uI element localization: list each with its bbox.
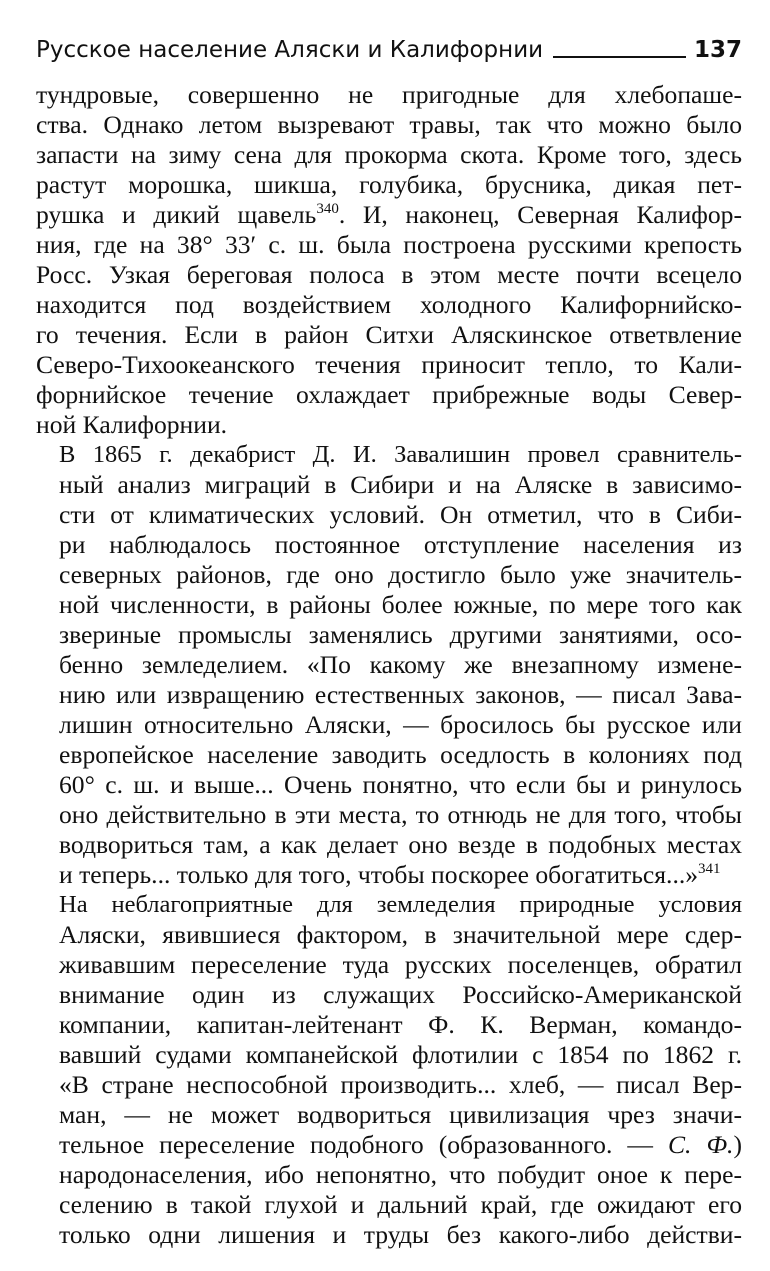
text-segment: ) (733, 1130, 742, 1159)
paragraph-3 (36, 890, 742, 1250)
text-line: внимание один из служащих Российско-Американской (59, 980, 742, 1009)
text-line: го течения. Если в район Ситхи Аляскинское ответвление (36, 320, 742, 349)
footnote-ref-341: 341 (698, 861, 721, 877)
text-segment: рушка и дикий щавель (36, 200, 317, 229)
text-line (36, 200, 742, 230)
text-line: Северо-Тихоокеанского течения приносит тепло, то Кали- (36, 350, 742, 379)
text-line: оно действительно в эти места, то отнюдь не для того, чтобы (59, 800, 742, 829)
page-number: 137 (693, 37, 742, 63)
text-line: народонаселения, ибо непонятно, что побудит оное к пере- (59, 1160, 742, 1189)
text-line: звериные промыслы заменялись другими занятиями, осо- (59, 620, 742, 649)
paragraph-2 (36, 440, 742, 890)
text-line: ри наблюдалось постоянное отступление населения из (59, 530, 742, 559)
running-title: Русское население Аляски и Калифорнии (36, 37, 544, 63)
text-line: На неблагоприятные для земледелия природные условия (59, 891, 742, 918)
text-line: компании, капитан-лейтенант Ф. К. Верман, командо- (59, 1010, 742, 1039)
text-segment: и теперь... только для того, чтобы поскорее обогатиться...» (59, 860, 699, 889)
text-line: находится под воздействием холодного Калифорнийско- (36, 290, 742, 319)
text-line: водвориться там, а как делает оно везде в подобных местах (59, 830, 742, 859)
text-line: ной Калифорнии. (36, 410, 228, 439)
text-line (36, 1130, 742, 1160)
text-line: ной численности, в районы более южные, по мере того как (59, 590, 742, 619)
text-line: форнийское течение охлаждает прибрежные воды Север- (36, 380, 742, 409)
text-line: нию или извращению естественных законов, — писал Зава- (59, 680, 742, 709)
text-line (36, 860, 742, 890)
text-line: северных районов, где оно достигло было уже значитель- (59, 560, 742, 589)
text-line: тундровые, совершенно не пригодные для хлебопаше- (36, 80, 742, 109)
text-line: живавшим переселение туда русских поселенцев, обратил (59, 950, 742, 979)
header-rule (553, 56, 686, 58)
text-segment: . И, наконец, Северная Калифор- (338, 200, 742, 229)
text-line: В 1865 г. декабрист Д. И. Завалишин провел сравнитель- (59, 441, 742, 468)
text-line: Росс. Узкая береговая полоса в этом месте почти всецело (36, 260, 742, 289)
text-line: 60° с. ш. и выше... Очень понятно, что если бы и ринулось (59, 770, 742, 799)
text-line: «В стране неспособной производить... хлеб, — писал Вер- (59, 1070, 742, 1099)
text-segment: тельное переселение подобного (образованного. — (59, 1130, 668, 1159)
text-line: сти от климатических условий. Он отметил, что в Сиби- (59, 500, 742, 529)
text-line: лишин относительно Аляски, — бросилось бы русское или (59, 710, 742, 739)
text-line: Аляски, явившиеся фактором, в значительной мере сдер- (59, 920, 742, 949)
text-line: ния, где на 38° 33′ с. ш. была построена русскими крепость (36, 230, 742, 259)
text-line: ства. Однако летом вызревают травы, так что можно было (36, 110, 742, 139)
paragraph-1 (36, 80, 742, 440)
text-line: бенно земледелием. «По какому же внезапному измене- (59, 650, 742, 679)
book-page (36, 28, 742, 1250)
text-line: европейское население заводить оседлость в колониях под (59, 740, 742, 769)
footnote-ref-340: 340 (316, 201, 339, 217)
body-text (36, 80, 742, 1250)
text-line: запасти на зиму сена для прокорма скота. Кроме того, здесь (36, 140, 742, 169)
text-line: селению в такой глухой и дальний край, где ожидают его (59, 1190, 742, 1219)
text-line: только одни лишения и труды без какого-либо действи- (59, 1220, 742, 1249)
text-line: вавший судами компанейской флотилии с 1854 по 1862 г. (59, 1040, 742, 1069)
text-line: ный анализ миграций в Сибири и на Аляске в зависимо- (59, 470, 742, 499)
text-line: ман, — не может водвориться цивилизация чрез значи- (59, 1100, 742, 1129)
text-line: растут морошка, шикша, голубика, брусника, дикая пет- (36, 170, 742, 199)
running-header (36, 28, 742, 64)
editor-initials: С. Ф. (667, 1130, 734, 1159)
